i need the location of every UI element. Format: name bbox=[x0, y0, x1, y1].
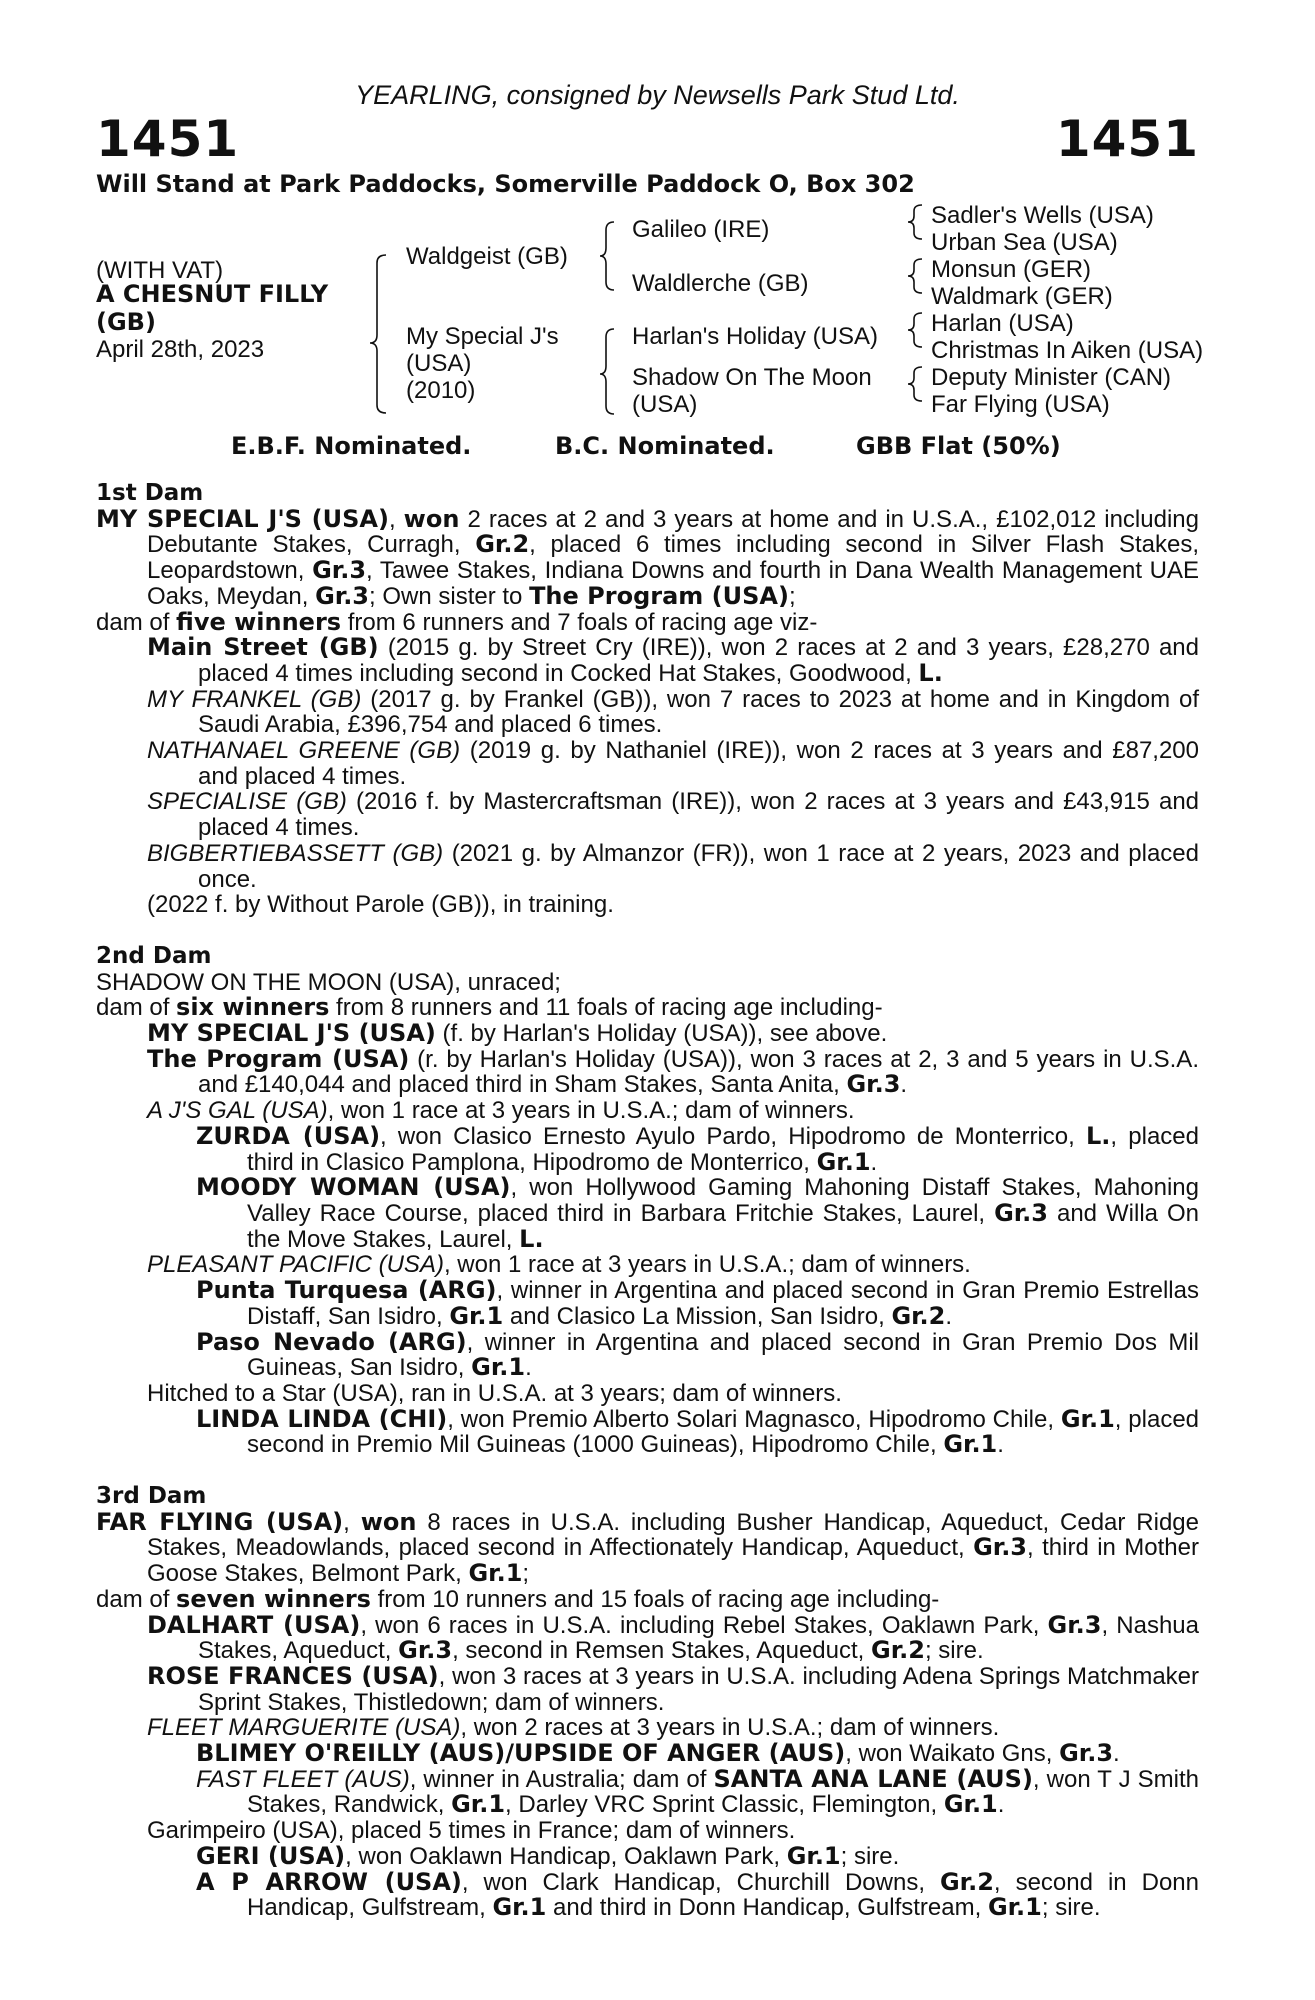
grade: L. bbox=[918, 658, 943, 687]
text-run: dam of bbox=[96, 1585, 177, 1613]
first-dam-heading: 1st Dam bbox=[96, 480, 204, 506]
produce-name: The Program (USA) bbox=[147, 1044, 410, 1073]
progeny-entry bbox=[147, 738, 1199, 789]
text-run: 8 races in U.S.A. including Busher Handicap, Aqueduct, Cedar Ridge Stakes, Meadowlands, placed second in Affectionately Handicap, Aqueduct, bbox=[147, 1508, 1199, 1562]
text-run: , third in Mother Goose Stakes, Belmont Park, bbox=[147, 1534, 1199, 1588]
produce-name: ROSE FRANCES (USA) bbox=[147, 1661, 439, 1690]
third-dam-won: won bbox=[360, 1507, 417, 1536]
text-run: and third in Donn Handicap, Gulfstream, bbox=[546, 1894, 988, 1922]
third-dam-name: FAR FLYING (USA) bbox=[96, 1507, 344, 1536]
text-run: , won 6 races in U.S.A. including Rebel Stakes, Oaklawn Park, bbox=[360, 1611, 1048, 1639]
text-run: , won Waikato Gns, bbox=[845, 1740, 1060, 1768]
progeny-name: Main Street (GB) bbox=[147, 633, 379, 662]
foaling-date: April 28th, 2023 bbox=[96, 336, 265, 363]
text-run: (2015 g. by Street Cry (IRE)), won 2 races at 2 and 3 years, £28,270 and placed 4 times including second in Cocked Hat Stakes, Goodwood, bbox=[198, 634, 1199, 687]
sibling-name: The Program (USA) bbox=[529, 581, 789, 610]
dam-dam: Shadow On The Moon bbox=[632, 364, 872, 391]
progeny-entry bbox=[147, 789, 1199, 840]
dds: Deputy Minister (CAN) bbox=[931, 364, 1172, 391]
dss: Harlan (USA) bbox=[931, 310, 1074, 337]
progeny-name: BIGBERTIEBASSETT (GB) bbox=[147, 839, 444, 867]
first-dam-record: MY SPECIAL J'S (USA), won 2 races at 2 and 3 years at home and in U.S.A., £102,012 including Debutante Stakes, Curragh, Gr.2, placed 6 times including second in Silver Flash Stakes, Leopardstown, Gr.3, Tawee Stakes, Indiana Downs and fourth in Dana Wealth Management UAE Oaks, Meydan, Gr.3; Own sister to The Program (USA); bbox=[96, 504, 1200, 610]
location-line: Will Stand at Park Paddocks, Somerville Paddock O, Box 302 bbox=[96, 170, 915, 198]
produce-entry: The Program (USA) (r. by Harlan's Holiday (USA)), won 3 races at 2, 3 and 5 years in U.S.A. and £140,044 and placed third in Sham Stakes, Santa Anita, Gr.3. bbox=[147, 1044, 1199, 1099]
dam-sire: Harlan's Holiday (USA) bbox=[632, 323, 878, 350]
progeny-entry bbox=[147, 841, 1199, 892]
text-run: (2016 f. by Mastercraftsman (IRE)), won 2 races at 3 years and £43,915 and placed 4 times. bbox=[198, 788, 1200, 842]
grade: Gr.1 bbox=[1060, 1404, 1115, 1433]
sire-sire: Galileo (IRE) bbox=[632, 216, 770, 243]
first-dam-name: MY SPECIAL J'S (USA) bbox=[96, 504, 389, 533]
text-run: from 6 runners and 7 foals of racing age viz- bbox=[341, 608, 818, 636]
text-run: , winner in Australia; dam of bbox=[409, 1765, 714, 1793]
sss: Sadler's Wells (USA) bbox=[931, 202, 1154, 229]
grade: Gr.3 bbox=[973, 1533, 1028, 1562]
text-run: from 8 runners and 11 foals of racing age including- bbox=[329, 994, 883, 1022]
produce-entry bbox=[147, 1715, 1199, 1741]
produce-name: A J'S GAL (USA) bbox=[147, 1097, 328, 1125]
produce-name: A P ARROW (USA) bbox=[196, 1867, 462, 1896]
produce-name: ZURDA (USA) bbox=[196, 1121, 381, 1150]
text-run: ; bbox=[522, 1560, 530, 1588]
sire: Waldgeist (GB) bbox=[406, 243, 568, 270]
text-run: , won Clark Handicap, Churchill Downs, bbox=[461, 1868, 940, 1896]
produce-name: GERI (USA) bbox=[196, 1841, 346, 1870]
text-run: ; Own sister to bbox=[369, 582, 530, 610]
winners-count: five winners bbox=[176, 607, 342, 636]
grade: Gr.1 bbox=[816, 1147, 871, 1176]
second-dam-record: SHADOW ON THE MOON (USA), unraced; bbox=[96, 968, 561, 996]
pedigree-brackets bbox=[0, 0, 1315, 440]
text-run: , winner in Argentina and placed second in Gran Premio Dos Mil Guineas, San Isidro, bbox=[247, 1328, 1200, 1382]
produce-entry bbox=[196, 1867, 1199, 1922]
text-run: (2021 g. by Almanzor (FR)), won 1 race at 2 years, 2023 and placed once. bbox=[198, 839, 1200, 893]
produce-entry bbox=[147, 1252, 1199, 1278]
text-run: , Darley VRC Sprint Classic, Flemington, bbox=[505, 1791, 944, 1819]
first-dam-won: won bbox=[403, 504, 460, 533]
produce-entry: BLIMEY O'REILLY (AUS)/UPSIDE OF ANGER (AUS), won Waikato Gns, Gr.3. bbox=[196, 1739, 1120, 1768]
ddd: Far Flying (USA) bbox=[931, 391, 1110, 418]
produce-name: SANTA ANA LANE (AUS) bbox=[713, 1764, 1033, 1793]
grade: Gr.1 bbox=[943, 1430, 998, 1459]
progeny-entry bbox=[147, 635, 1199, 686]
grade: Gr.1 bbox=[449, 1301, 504, 1330]
text-run: (2022 f. by Without Parole (GB)), in training. bbox=[147, 891, 614, 919]
lot-number-left: 1451 bbox=[96, 110, 240, 168]
text-run: , won 1 race at 3 years in U.S.A.; dam of winners. bbox=[327, 1097, 855, 1125]
grade: Gr.3 bbox=[315, 581, 370, 610]
catalogue-body bbox=[96, 481, 1199, 1921]
text-run: , second in Remsen Stakes, Aqueduct, bbox=[452, 1637, 871, 1665]
horse-name: A CHESNUT FILLY bbox=[96, 280, 329, 308]
winners-count: six winners bbox=[176, 993, 330, 1022]
progeny-name: SPECIALISE (GB) bbox=[147, 788, 347, 816]
text-run: , won Oaklawn Handicap, Oaklawn Park, bbox=[345, 1842, 787, 1870]
text-run: , won 2 races at 3 years in U.S.A.; dam of winners. bbox=[460, 1714, 1000, 1742]
sdd: Waldmark (GER) bbox=[931, 283, 1113, 310]
grade: Gr.3 bbox=[1047, 1610, 1102, 1639]
first-dam-produce-summary bbox=[96, 607, 1199, 636]
produce-entry: Punta Turquesa (ARG), winner in Argentina and placed second in Gran Premio Estrellas Distaff, San Isidro, Gr.1 and Clasico La Mission, San Isidro, Gr.2. bbox=[196, 1276, 1199, 1330]
produce-entry bbox=[196, 1841, 1199, 1870]
text-run: (r. by Harlan's Holiday (USA)), won 3 races at 2, 3 and 5 years in U.S.A. and £140,044 and placed third in Sham Stakes, Santa Anita, bbox=[198, 1045, 1199, 1099]
text-run: ; sire. bbox=[840, 1842, 900, 1870]
grade: Gr.3 bbox=[846, 1070, 901, 1099]
text-run: , winner in Argentina and placed second in Gran Premio Estrellas Distaff, San Isidro, bbox=[247, 1277, 1199, 1330]
text-run: from 10 runners and 15 foals of racing age including- bbox=[370, 1585, 940, 1613]
consignment-line: YEARLING, consigned by Newsells Park Stud Ltd. bbox=[355, 80, 960, 110]
produce-entry bbox=[147, 1610, 1199, 1665]
grade: Gr.2 bbox=[891, 1301, 946, 1330]
grade: Gr.2 bbox=[939, 1867, 994, 1896]
second-dam-heading: 2nd Dam bbox=[96, 942, 212, 969]
text-run: , won 1 race at 3 years in U.S.A.; dam of winners. bbox=[443, 1251, 971, 1279]
grade: Gr.1 bbox=[468, 1559, 523, 1588]
produce-entry bbox=[147, 1098, 1199, 1124]
gbb-flat: GBB Flat (50%) bbox=[856, 432, 1061, 460]
winners-count: seven winners bbox=[176, 1584, 371, 1613]
text-run: , placed 6 times including second in Silver Flash Stakes, Leopardstown, bbox=[147, 531, 1199, 585]
produce-entry bbox=[147, 1818, 1199, 1844]
progeny-entry bbox=[147, 687, 1199, 738]
text-run: , Tawee Stakes, Indiana Downs and fourth in Dana Wealth Management UAE Oaks, Meydan, bbox=[147, 557, 1200, 610]
grade: Gr.1 bbox=[492, 1893, 547, 1922]
grade: Gr.3 bbox=[312, 556, 367, 585]
text-run: , won 3 races at 3 years in U.S.A. including Adena Springs Matchmaker Sprint Stakes, Thistledown; dam of winners. bbox=[198, 1662, 1200, 1716]
vat-label: (WITH VAT) bbox=[96, 257, 224, 284]
grade: Gr.3 bbox=[1059, 1739, 1114, 1768]
text-run: , second in Donn Handicap, Gulfstream, bbox=[247, 1868, 1199, 1922]
grade: Gr.1 bbox=[943, 1790, 998, 1819]
lot-number-right: 1451 bbox=[1055, 110, 1199, 168]
grade: L. bbox=[1086, 1121, 1111, 1150]
produce-entry: Paso Nevado (ARG), winner in Argentina and placed second in Gran Premio Dos Mil Guineas, San Isidro, Gr.1. bbox=[196, 1327, 1200, 1382]
spacer bbox=[96, 1458, 1199, 1484]
produce-entry bbox=[147, 1381, 1199, 1407]
spacer bbox=[96, 918, 1199, 944]
text-run: , Nashua Stakes, Aqueduct, bbox=[198, 1611, 1199, 1665]
produce-name: FAST FLEET (AUS) bbox=[196, 1765, 410, 1793]
produce-name: BLIMEY O'REILLY (AUS)/UPSIDE OF ANGER (AUS) bbox=[196, 1739, 846, 1768]
third-dam-record: FAR FLYING (USA), won 8 races in U.S.A. including Busher Handicap, Aqueduct, Cedar Ridge Stakes, Meadowlands, placed second in Affectionately Handicap, Aqueduct, Gr.3, third in Mother Goose Stakes, Belmont Park, Gr.1; bbox=[96, 1507, 1199, 1588]
grade: Gr.2 bbox=[475, 530, 530, 559]
produce-entry: LINDA LINDA (CHI), won Premio Alberto Solari Magnasco, Hipodromo Chile, Gr.1, placed second in Premio Mil Guineas (1000 Guineas), Hipodromo Chile, Gr.1. bbox=[196, 1404, 1200, 1459]
text-run: , won Clasico Ernesto Ayulo Pardo, Hipodromo de Monterrico, bbox=[380, 1122, 1086, 1150]
third-dam-produce-summary bbox=[96, 1584, 1199, 1613]
produce-name: FLEET MARGUERITE (USA) bbox=[147, 1714, 461, 1742]
horse-country: (GB) bbox=[96, 308, 156, 336]
dam-country: (USA) bbox=[406, 350, 472, 377]
text-run: and Willa On the Move Stakes, Laurel, bbox=[247, 1199, 1200, 1253]
produce-name: MY SPECIAL J'S (USA) bbox=[147, 1019, 436, 1048]
text-run: , won Hollywood Gaming Mahoning Distaff Stakes, Mahoning Valley Race Course, placed third in Barbara Fritchie Stakes, Laurel, bbox=[247, 1174, 1199, 1227]
progeny-name: MY FRANKEL (GB) bbox=[147, 685, 362, 713]
text-run: , placed third in Clasico Pamplona, Hipodromo de Monterrico, bbox=[247, 1122, 1200, 1176]
grade: Gr.3 bbox=[398, 1636, 453, 1665]
grade: Gr.1 bbox=[786, 1841, 841, 1870]
bc-nomination: B.C. Nominated. bbox=[555, 432, 775, 460]
text-run: , won Premio Alberto Solari Magnasco, Hipodromo Chile, bbox=[447, 1405, 1061, 1433]
text-run: dam of bbox=[96, 608, 177, 636]
progeny-name: NATHANAEL GREENE (GB) bbox=[147, 737, 461, 765]
dam-year: (2010) bbox=[406, 377, 476, 404]
text-run: , placed second in Premio Mil Guineas (1000 Guineas), Hipodromo Chile, bbox=[247, 1405, 1200, 1459]
produce-name: Paso Nevado (ARG) bbox=[196, 1327, 467, 1356]
produce-name: LINDA LINDA (CHI) bbox=[196, 1404, 448, 1433]
ebf-nomination: E.B.F. Nominated. bbox=[231, 432, 472, 460]
text-run: dam of bbox=[96, 994, 177, 1022]
produce-entry bbox=[147, 1661, 1200, 1716]
produce-entry bbox=[147, 1021, 1199, 1047]
grade: L. bbox=[519, 1224, 544, 1253]
produce-entry: ZURDA (USA), won Clasico Ernesto Ayulo Pardo, Hipodromo de Monterrico, L., placed third in Clasico Pamplona, Hipodromo de Monterrico, Gr.1. bbox=[196, 1121, 1200, 1176]
text-run: (f. by Harlan's Holiday (USA)), see above. bbox=[435, 1020, 888, 1048]
text-run: Hitched to a Star (USA), ran in U.S.A. at 3 years; dam of winners. bbox=[147, 1379, 842, 1407]
produce-name: PLEASANT PACIFIC (USA) bbox=[147, 1251, 444, 1279]
sds: Monsun (GER) bbox=[931, 256, 1092, 283]
produce-entry: FAST FLEET (AUS), winner in Australia; dam of SANTA ANA LANE (AUS), won T J Smith Stakes, Randwick, Gr.1, Darley VRC Sprint Classic, Flemington, Gr.1. bbox=[196, 1764, 1199, 1819]
grade: Gr.2 bbox=[871, 1636, 925, 1665]
text-run: (2019 g. by Nathaniel (IRE)), won 2 races at 3 years and £87,200 and placed 4 times. bbox=[198, 737, 1200, 790]
text-run: (2017 g. by Frankel (GB)), won 7 races to 2023 at home and in Kingdom of Saudi Arabia, £396,754 and placed 6 times. bbox=[198, 685, 1200, 739]
second-dam-produce-summary bbox=[96, 995, 1199, 1021]
text-run: ; bbox=[788, 582, 796, 610]
grade: Gr.3 bbox=[994, 1198, 1048, 1227]
text-run: 2 races at 2 and 3 years at home and in U.S.A., £102,012 including Debutante Stakes, Curragh, bbox=[147, 505, 1199, 559]
dam-dam-country: (USA) bbox=[632, 391, 698, 418]
progeny-entry bbox=[147, 892, 1199, 918]
grade: Gr.1 bbox=[471, 1353, 526, 1382]
grade: Gr.1 bbox=[987, 1893, 1042, 1922]
text-run: ; sire. bbox=[924, 1637, 984, 1665]
produce-name: MOODY WOMAN (USA) bbox=[196, 1173, 511, 1202]
produce-name: DALHART (USA) bbox=[147, 1610, 361, 1639]
text-run: , won T J Smith Stakes, Randwick, bbox=[247, 1765, 1199, 1819]
text-run: ; sire. bbox=[1041, 1894, 1101, 1922]
text-run: Garimpeiro (USA), placed 5 times in France; dam of winners. bbox=[147, 1817, 796, 1845]
ssd: Urban Sea (USA) bbox=[931, 229, 1118, 256]
dsd: Christmas In Aiken (USA) bbox=[931, 337, 1204, 364]
produce-name: Punta Turquesa (ARG) bbox=[196, 1276, 497, 1305]
sire-dam: Waldlerche (GB) bbox=[632, 270, 809, 297]
text-run: and Clasico La Mission, San Isidro, bbox=[503, 1302, 892, 1330]
dam: My Special J's bbox=[406, 323, 559, 350]
grade: Gr.1 bbox=[451, 1790, 506, 1819]
third-dam-heading: 3rd Dam bbox=[96, 1483, 207, 1510]
produce-entry bbox=[196, 1175, 1199, 1252]
